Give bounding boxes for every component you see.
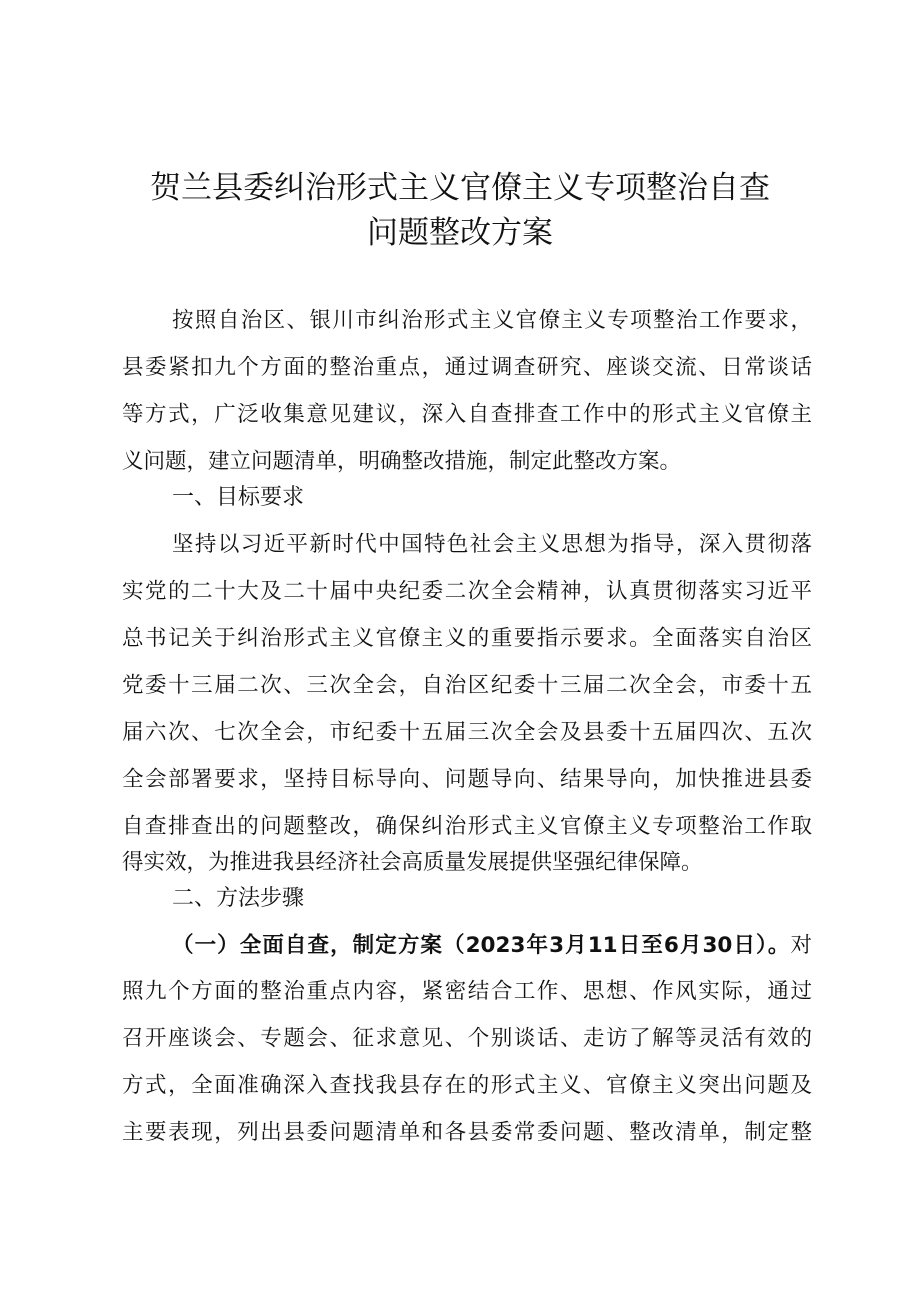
section1-line-2: 实党的二十大及二十届中央纪委二次全会精神，认真贯彻落实习近平	[122, 579, 812, 604]
intro-line-1: 按照自治区、银川市纠治形式主义官僚主义专项整治工作要求，	[172, 308, 812, 333]
intro-line-3: 等方式，广泛收集意见建议，深入自查排查工作中的形式主义官僚主	[122, 402, 812, 427]
document-title-line-1: 贺兰县委纠治形式主义官僚主义专项整治自查	[150, 170, 770, 206]
step1-line-1: 照九个方面的整治重点内容，紧密结合工作、思想、作风实际，通过	[122, 979, 812, 1004]
section1-line-3: 总书记关于纠治形式主义官僚主义的重要指示要求。全面落实自治区	[122, 626, 812, 651]
step1-lead-line	[172, 929, 812, 962]
section-heading-goals: 一、目标要求	[172, 485, 305, 510]
section1-line-8: 得实效，为推进我县经济社会高质量发展提供坚强纪律保障。	[122, 850, 703, 875]
section1-line-5: 届六次、七次全会，市纪委十五届三次全会及县委十五届四次、五次	[122, 720, 812, 745]
step1-line-4: 主要表现，列出县委问题清单和各县委常委问题、整改清单，制定整	[122, 1120, 812, 1145]
section1-line-4: 党委十三届二次、三次全会，自治区纪委十三届二次全会，市委十五	[122, 673, 812, 698]
step1-lead-tail: 对	[790, 933, 812, 958]
section1-line-6: 全会部署要求，坚持目标导向、问题导向、结果导向，加快推进县委	[122, 767, 812, 792]
intro-line-2: 县委紧扣九个方面的整治重点，通过调查研究、座谈交流、日常谈话	[122, 355, 812, 380]
section1-line-1: 坚持以习近平新时代中国特色社会主义思想为指导，深入贯彻落	[172, 532, 812, 557]
step1-line-3: 方式，全面准确深入查找我县存在的形式主义、官僚主义突出问题及	[122, 1073, 812, 1098]
step1-lead: （一）全面自查，制定方案（2023年3月11日至6月30日）。	[172, 933, 791, 958]
intro-line-4: 义问题，建立问题清单，明确整改措施，制定此整改方案。	[122, 449, 682, 474]
step1-line-2: 召开座谈会、专题会、征求意见、个别谈话、走访了解等灵活有效的	[122, 1026, 812, 1051]
section1-line-7: 自查排查出的问题整改，确保纠治形式主义官僚主义专项整治工作取	[122, 814, 812, 839]
document-title-line-2: 问题整改方案	[367, 215, 553, 251]
section-heading-steps: 二、方法步骤	[172, 886, 305, 911]
